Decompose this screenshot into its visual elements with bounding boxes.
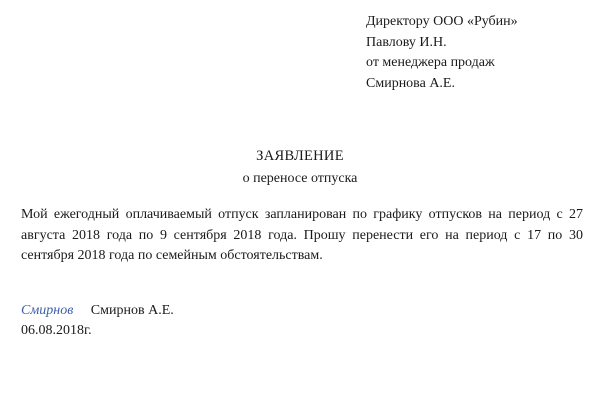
document-title: ЗАЯВЛЕНИЕ	[256, 148, 344, 164]
handwritten-signature: Смирнов	[21, 303, 74, 318]
addressee-name: Павлову И.Н.	[366, 34, 447, 50]
document-date: 06.08.2018г.	[21, 323, 92, 338]
addressee-block	[366, 12, 518, 94]
document-body: Мой ежегодный оплачиваемый отпуск запланирован по графику отпусков на период с 27 августа 2018 года по 9 сентября 2018 года. Прошу перенести его на период с 17 по 30 сентября 2018 года по семейным обстоятельствам.	[21, 207, 583, 263]
signature-line	[21, 303, 174, 319]
signer-name: Смирнов А.Е.	[90, 303, 174, 318]
sender-name: Смирнова А.Е.	[366, 75, 455, 91]
addressee-position: Директору ООО «Рубин»	[366, 14, 518, 29]
sender-position: от менеджера продаж	[366, 55, 495, 70]
document-subtitle: о переносе отпуска	[242, 171, 358, 186]
